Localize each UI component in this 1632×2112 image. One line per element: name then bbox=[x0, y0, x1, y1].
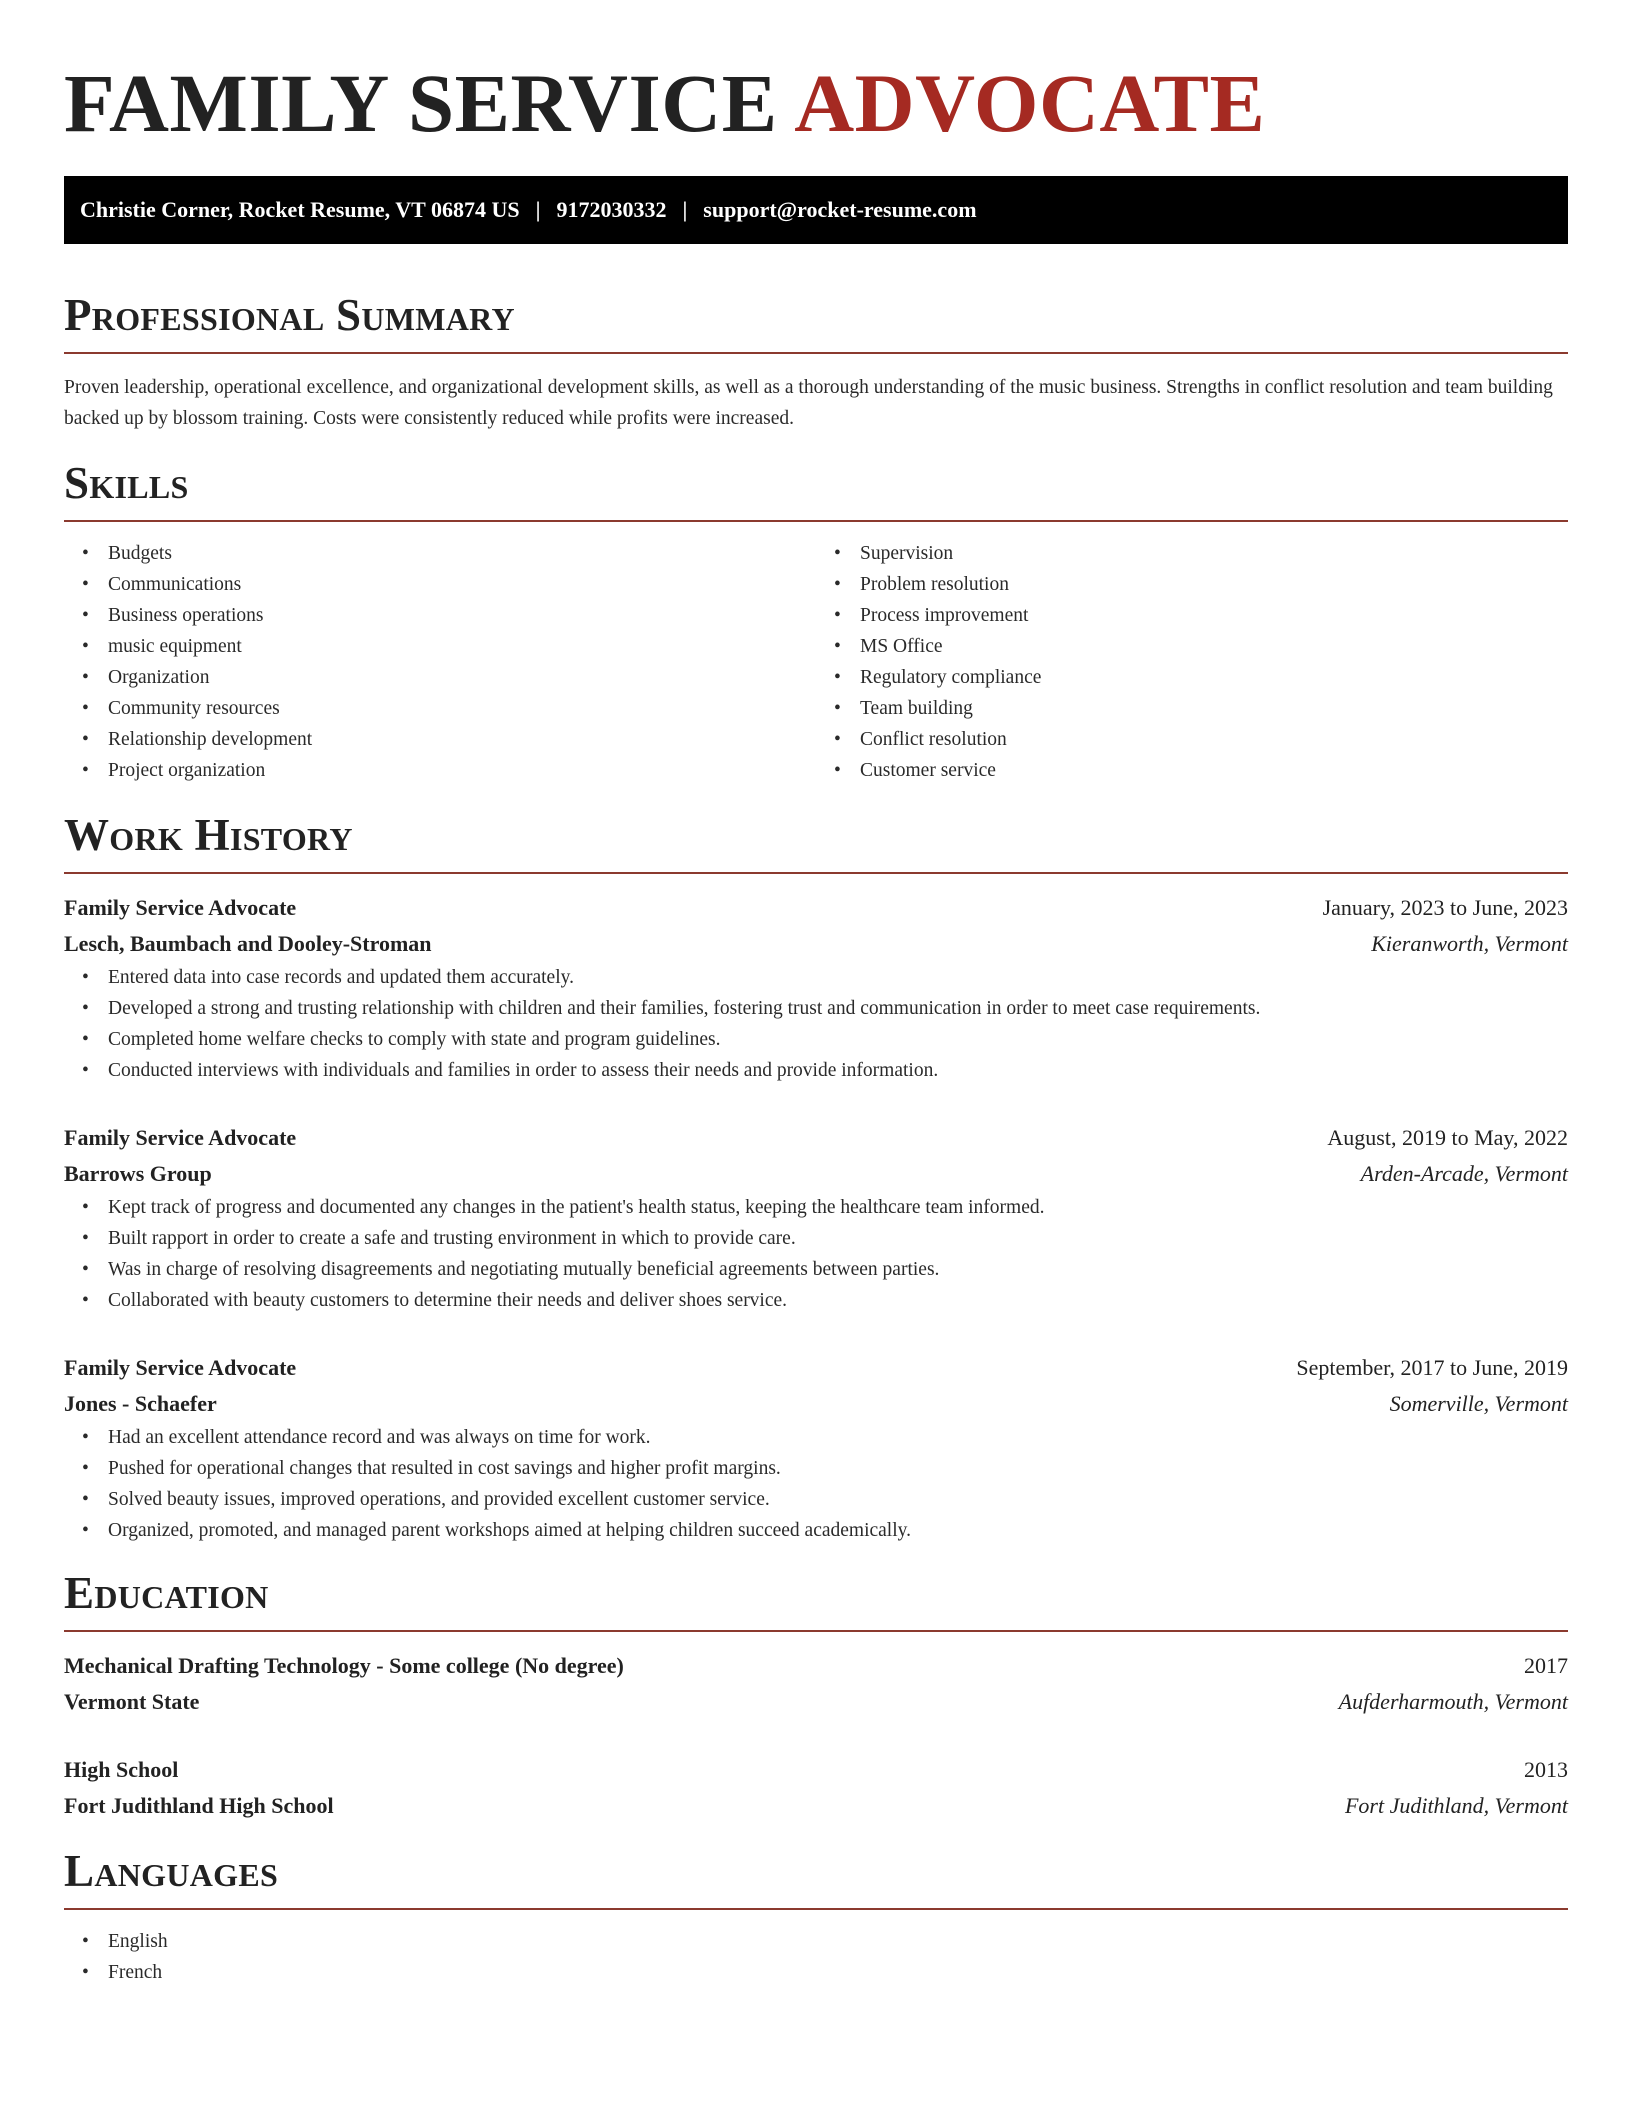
job-header-row bbox=[64, 890, 1568, 926]
skill-item: • Regulatory compliance bbox=[816, 662, 1568, 693]
job-duty: • Entered data into case records and updated them accurately. bbox=[64, 962, 1568, 993]
job-dates: September, 2017 to June, 2019 bbox=[1296, 1355, 1568, 1380]
bullet-icon: • bbox=[82, 1931, 89, 1952]
bullet-icon: • bbox=[82, 1458, 89, 1479]
education-school: Vermont State bbox=[64, 1689, 200, 1714]
job-title: Family Service Advocate bbox=[64, 1125, 297, 1150]
skills-section bbox=[64, 458, 1568, 786]
bullet-icon: • bbox=[82, 1029, 89, 1050]
job-entry bbox=[64, 890, 1568, 1086]
job-location: Kieranworth, Vermont bbox=[1371, 931, 1568, 956]
education-school-row bbox=[64, 1684, 1568, 1720]
skills-list-right bbox=[816, 538, 1568, 786]
resume-title bbox=[64, 58, 1568, 148]
bullet-icon: • bbox=[82, 1290, 89, 1311]
bullet-icon: • bbox=[82, 1427, 89, 1448]
bullet-icon: • bbox=[834, 729, 841, 750]
bullet-icon: • bbox=[834, 574, 841, 595]
job-duty: • Was in charge of resolving disagreements and negotiating mutually beneficial agreements between parties. bbox=[64, 1254, 1568, 1285]
bullet-icon: • bbox=[82, 1197, 89, 1218]
skills-list-left bbox=[64, 538, 816, 786]
section-divider bbox=[64, 352, 1568, 354]
languages-heading: Languages bbox=[64, 1846, 279, 1896]
summary-section bbox=[64, 290, 1568, 434]
bullet-icon: • bbox=[82, 636, 89, 657]
section-divider bbox=[64, 520, 1568, 522]
skills-columns bbox=[64, 538, 1568, 786]
summary-heading: Professional Summary bbox=[64, 290, 515, 340]
bullet-icon: • bbox=[834, 667, 841, 688]
title-main: FAMILY SERVICE bbox=[64, 57, 778, 149]
skill-item: • Team building bbox=[816, 693, 1568, 724]
bullet-icon: • bbox=[834, 698, 841, 719]
education-entry bbox=[64, 1752, 1568, 1824]
job-duty: • Pushed for operational changes that resulted in cost savings and higher profit margins. bbox=[64, 1453, 1568, 1484]
job-title: Family Service Advocate bbox=[64, 1355, 297, 1380]
job-company-row bbox=[64, 926, 1568, 962]
job-dates: January, 2023 to June, 2023 bbox=[1322, 895, 1568, 920]
education-entry bbox=[64, 1648, 1568, 1720]
bullet-icon: • bbox=[82, 1962, 89, 1983]
contact-separator: | bbox=[682, 197, 688, 222]
work-history-section bbox=[64, 810, 1568, 1546]
bullet-icon: • bbox=[834, 543, 841, 564]
education-header-row bbox=[64, 1648, 1568, 1684]
education-year: 2013 bbox=[1524, 1757, 1568, 1782]
job-header-row bbox=[64, 1350, 1568, 1386]
bullet-icon: • bbox=[82, 1259, 89, 1280]
bullet-icon: • bbox=[82, 729, 89, 750]
education-location: Aufderharmouth, Vermont bbox=[1338, 1689, 1568, 1714]
job-duty: • Had an excellent attendance record and was always on time for work. bbox=[64, 1422, 1568, 1453]
contact-bar bbox=[64, 176, 1568, 244]
skill-item: • Communications bbox=[64, 569, 816, 600]
education-header-row bbox=[64, 1752, 1568, 1788]
skill-item: • Organization bbox=[64, 662, 816, 693]
contact-address: Christie Corner, Rocket Resume, VT 06874 US bbox=[80, 197, 520, 222]
contact-separator: | bbox=[535, 197, 541, 222]
job-company-row bbox=[64, 1386, 1568, 1422]
job-duties-list bbox=[64, 962, 1568, 1086]
skill-item: • MS Office bbox=[816, 631, 1568, 662]
education-degree: Mechanical Drafting Technology - Some college (No degree) bbox=[64, 1653, 624, 1678]
bullet-icon: • bbox=[82, 1228, 89, 1249]
contact-email: support@rocket-resume.com bbox=[703, 197, 977, 222]
education-location: Fort Judithland, Vermont bbox=[1344, 1793, 1568, 1818]
skill-item: • Conflict resolution bbox=[816, 724, 1568, 755]
education-school: Fort Judithland High School bbox=[64, 1793, 334, 1818]
skill-item: • Community resources bbox=[64, 693, 816, 724]
section-divider bbox=[64, 872, 1568, 874]
bullet-icon: • bbox=[82, 1489, 89, 1510]
skills-heading: Skills bbox=[64, 458, 189, 508]
skill-item: • Problem resolution bbox=[816, 569, 1568, 600]
bullet-icon: • bbox=[82, 698, 89, 719]
job-duties-list bbox=[64, 1192, 1568, 1316]
summary-text: Proven leadership, operational excellence, and organizational development skills, as well as a thorough understanding of the music business. Strengths in conflict resolution and team building backed up by blossom training. Costs were consistently reduced while profits were increased. bbox=[64, 377, 1553, 429]
bullet-icon: • bbox=[82, 760, 89, 781]
education-year: 2017 bbox=[1524, 1653, 1568, 1678]
section-divider bbox=[64, 1630, 1568, 1632]
job-duty: • Developed a strong and trusting relationship with children and their families, fostering trust and communication in order to meet case requirements. bbox=[64, 993, 1568, 1024]
job-duty: • Collaborated with beauty customers to determine their needs and deliver shoes service. bbox=[64, 1285, 1568, 1316]
bullet-icon: • bbox=[82, 1520, 89, 1541]
job-duties-list bbox=[64, 1422, 1568, 1546]
education-degree: High School bbox=[64, 1757, 179, 1782]
job-company: Lesch, Baumbach and Dooley-Stroman bbox=[64, 931, 432, 956]
skill-item: • Process improvement bbox=[816, 600, 1568, 631]
job-entry bbox=[64, 1350, 1568, 1546]
job-duty: • Conducted interviews with individuals and families in order to assess their needs and provide information. bbox=[64, 1055, 1568, 1086]
job-location: Somerville, Vermont bbox=[1389, 1391, 1568, 1416]
job-company: Barrows Group bbox=[64, 1161, 212, 1186]
skills-column-right bbox=[816, 538, 1568, 786]
bullet-icon: • bbox=[82, 1060, 89, 1081]
skill-item: • Relationship development bbox=[64, 724, 816, 755]
job-duty: • Kept track of progress and documented any changes in the patient's health status, keeping the healthcare team informed. bbox=[64, 1192, 1568, 1223]
job-dates: August, 2019 to May, 2022 bbox=[1327, 1125, 1568, 1150]
section-divider bbox=[64, 1908, 1568, 1910]
skill-item: • Project organization bbox=[64, 755, 816, 786]
bullet-icon: • bbox=[82, 998, 89, 1019]
education-school-row bbox=[64, 1788, 1568, 1824]
bullet-icon: • bbox=[82, 543, 89, 564]
skills-column-left bbox=[64, 538, 816, 786]
bullet-icon: • bbox=[82, 605, 89, 626]
job-duty: • Organized, promoted, and managed parent workshops aimed at helping children succeed academically. bbox=[64, 1515, 1568, 1546]
bullet-icon: • bbox=[834, 760, 841, 781]
job-location: Arden-Arcade, Vermont bbox=[1360, 1161, 1568, 1186]
title-accent: ADVOCATE bbox=[794, 57, 1266, 149]
bullet-icon: • bbox=[82, 967, 89, 988]
skill-item: • Budgets bbox=[64, 538, 816, 569]
job-header-row bbox=[64, 1120, 1568, 1156]
job-duty: • Solved beauty issues, improved operations, and provided excellent customer service. bbox=[64, 1484, 1568, 1515]
work-history-heading: Work History bbox=[64, 810, 353, 860]
job-company-row bbox=[64, 1156, 1568, 1192]
job-company: Jones - Schaefer bbox=[64, 1391, 217, 1416]
bullet-icon: • bbox=[82, 574, 89, 595]
languages-list bbox=[64, 1926, 1568, 1988]
job-duty: • Completed home welfare checks to comply with state and program guidelines. bbox=[64, 1024, 1568, 1055]
languages-section bbox=[64, 1846, 1568, 1988]
bullet-icon: • bbox=[834, 605, 841, 626]
skill-item: • Supervision bbox=[816, 538, 1568, 569]
language-item: • French bbox=[64, 1957, 1568, 1988]
education-section bbox=[64, 1568, 1568, 1824]
job-title: Family Service Advocate bbox=[64, 895, 297, 920]
contact-phone: 9172030332 bbox=[556, 197, 667, 222]
skill-item: • music equipment bbox=[64, 631, 816, 662]
bullet-icon: • bbox=[834, 636, 841, 657]
bullet-icon: • bbox=[82, 667, 89, 688]
skill-item: • Customer service bbox=[816, 755, 1568, 786]
skill-item: • Business operations bbox=[64, 600, 816, 631]
job-entry bbox=[64, 1120, 1568, 1316]
language-item: • English bbox=[64, 1926, 1568, 1957]
education-heading: Education bbox=[64, 1568, 269, 1618]
job-duty: • Built rapport in order to create a safe and trusting environment in which to provide care. bbox=[64, 1223, 1568, 1254]
